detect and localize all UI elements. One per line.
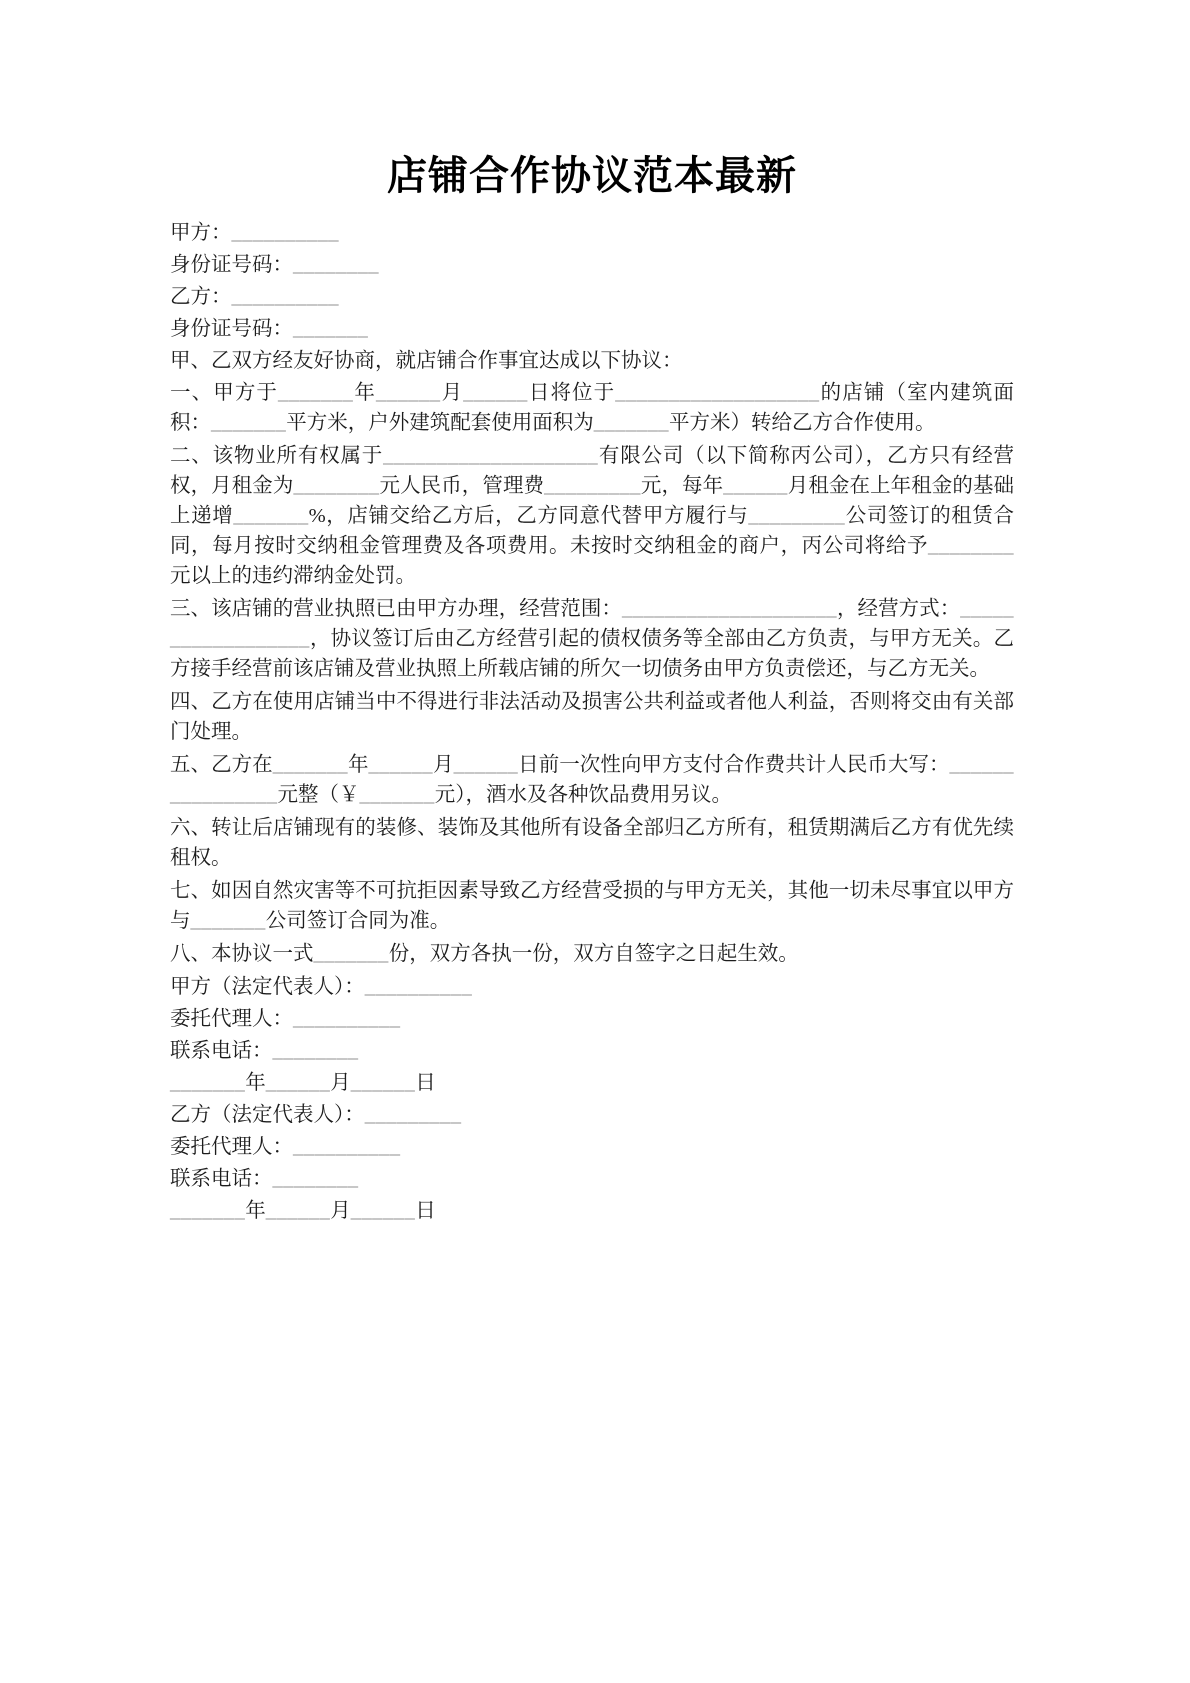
clause-1: 一、甲方于_______年______月______日将位于___________________的店铺（室内建筑面积：_______平方米，户外建筑配套使用面积为_______平方米）转给乙方合作使用。 bbox=[170, 382, 1015, 434]
signature-block-party-a bbox=[170, 972, 1014, 1098]
party-a-phone-line: 联系电话：________ bbox=[170, 1040, 359, 1062]
party-b-representative-line: 乙方（法定代表人）：_________ bbox=[170, 1104, 462, 1126]
party-b-phone-line: 联系电话：________ bbox=[170, 1168, 359, 1190]
clause-4: 四、乙方在使用店铺当中不得进行非法活动及损害公共利益或者他人利益，否则将交由有关部门处理。 bbox=[170, 691, 1014, 743]
party-b-agent-line: 委托代理人：__________ bbox=[170, 1136, 401, 1158]
party-a-line: 甲方：__________ bbox=[170, 222, 339, 244]
party-b-date-line: _______年______月______日 bbox=[170, 1200, 436, 1222]
party-b-id-line: 身份证号码：_______ bbox=[170, 318, 369, 340]
clause-5: 五、乙方在_______年______月______日前一次性向甲方支付合作费共计人民币大写：________________元整（￥_______元），酒水及各种饮品费用另议。 bbox=[170, 754, 1015, 806]
party-a-id-line: 身份证号码：________ bbox=[170, 254, 379, 276]
intro-line: 甲、乙双方经友好协商，就店铺合作事宜达成以下协议： bbox=[170, 350, 683, 372]
clause-6: 六、转让后店铺现有的装修、装饰及其他所有设备全部归乙方所有，租赁期满后乙方有优先续租权。 bbox=[170, 817, 1014, 869]
clause-3: 三、该店铺的营业执照已由甲方办理，经营范围：____________________，经营方式：__________________，协议签订后由乙方经营引起的债权债务等全部由乙方负责，与甲方无关。乙方接手经营前该店铺及营业执照上所载店铺的所欠一切债务由甲方负责偿还，与乙方无关。 bbox=[170, 598, 1015, 680]
party-a-agent-line: 委托代理人：__________ bbox=[170, 1008, 401, 1030]
clause-7: 七、如因自然灾害等不可抗拒因素导致乙方经营受损的与甲方无关，其他一切未尽事宜以甲方与_______公司签订合同为准。 bbox=[170, 880, 1014, 932]
clause-8: 八、本协议一式_______份，双方各执一份，双方自签字之日起生效。 bbox=[170, 943, 799, 965]
document-title: 店铺合作协议范本最新 bbox=[387, 153, 797, 198]
party-a-date-line: _______年______月______日 bbox=[170, 1072, 436, 1094]
party-b-line: 乙方：__________ bbox=[170, 286, 339, 308]
signature-block-party-b bbox=[170, 1100, 1014, 1226]
clause-2: 二、该物业所有权属于____________________有限公司（以下简称丙公司），乙方只有经营权，月租金为________元人民币，管理费_________元，每年______月租金在上年租金的基础上递增_______%，店铺交给乙方后，乙方同意代替甲方履行与_________公司签订的租赁合同，每月按时交纳租金管理费及各项费用。未按时交纳租金的商户，丙公司将给予________元以上的违约滞纳金处罚。 bbox=[170, 445, 1015, 587]
party-a-representative-line: 甲方（法定代表人）：__________ bbox=[170, 976, 473, 998]
